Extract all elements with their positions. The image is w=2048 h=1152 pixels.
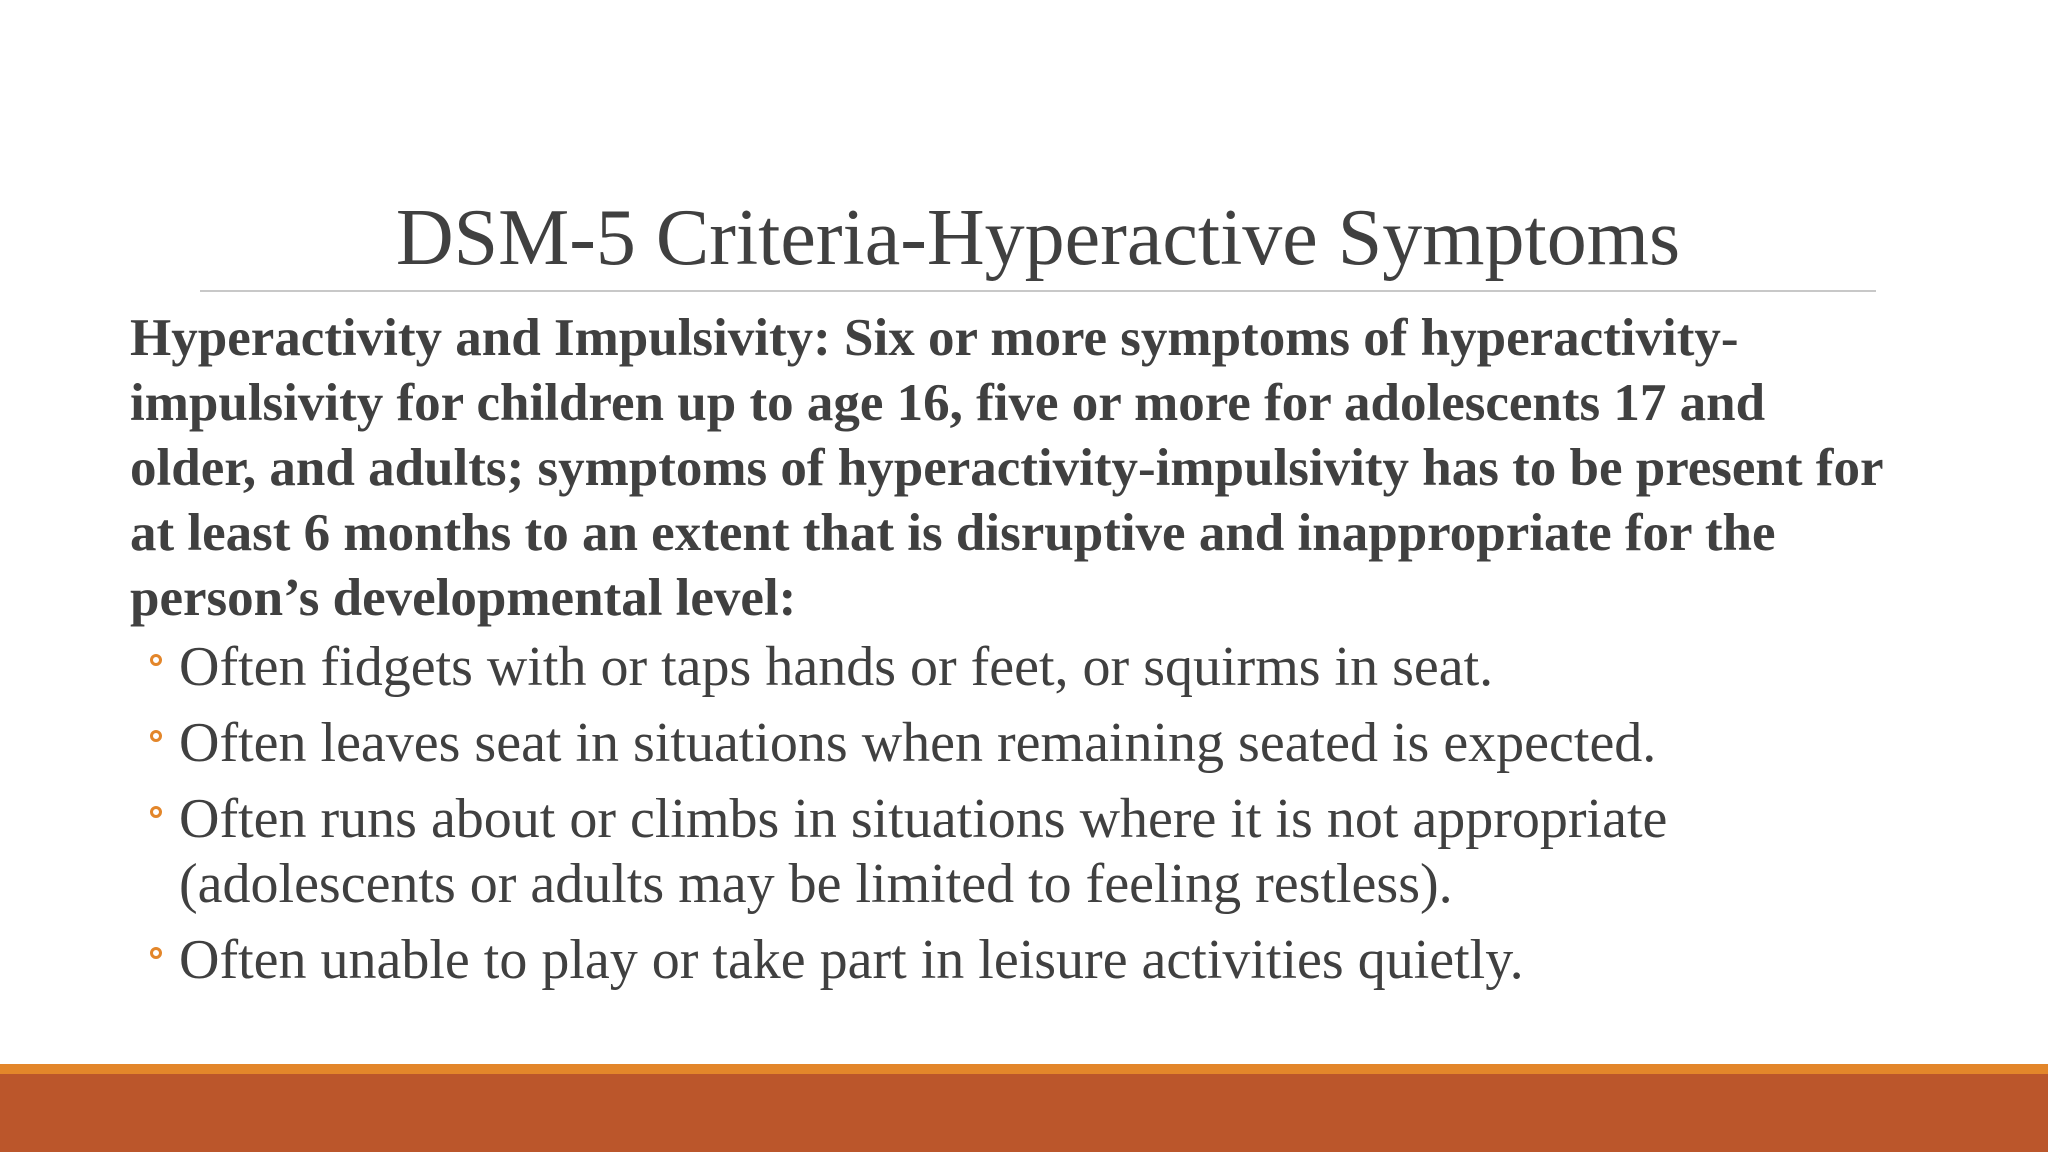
title-divider [200, 290, 1876, 292]
list-item [130, 711, 1900, 776]
ring-bullet-icon [150, 806, 162, 818]
ring-bullet-icon [150, 947, 162, 959]
list-item [130, 635, 1900, 700]
list-item-text: Often fidgets with or taps hands or feet, or squirms in seat. [179, 636, 1494, 698]
list-item-text: Often unable to play or take part in leisure activities quietly. [179, 929, 1524, 991]
footer-accent-stripe [0, 1064, 2048, 1074]
list-item [130, 928, 1900, 993]
footer-bar [0, 1074, 2048, 1152]
list-item-text: Often leaves seat in situations when remaining seated is expected. [179, 712, 1657, 774]
list-item [130, 787, 1900, 917]
intro-paragraph: Hyperactivity and Impulsivity: Six or more symptoms of hyperactivity-impulsivity for children up to age 16, five or more for adolescents 17 and older, and adults; symptoms of hyperactivity-impulsivity has to be present for at least 6 months to an extent that is disruptive and inappropriate for the person’s developmental level: [130, 309, 1883, 627]
slide-title: DSM-5 Criteria-Hyperactive Symptoms [395, 194, 1681, 282]
symptom-list [130, 635, 1900, 993]
ring-bullet-icon [150, 730, 162, 742]
list-item-text: Often runs about or climbs in situations where it is not appropriate (adolescents or adults may be limited to feeling restless). [179, 788, 1668, 915]
slide-body [130, 306, 1900, 993]
ring-bullet-icon [150, 654, 162, 666]
